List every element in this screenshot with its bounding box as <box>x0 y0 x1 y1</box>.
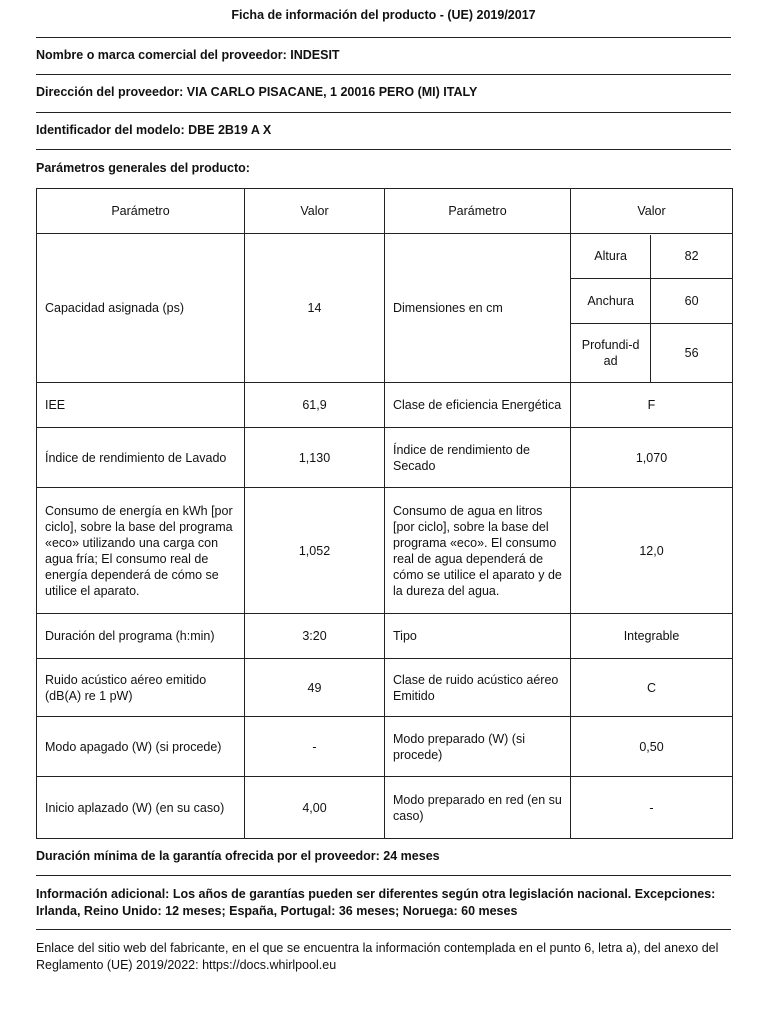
param-value: - <box>571 777 733 839</box>
additional-info: Información adicional: Los años de garantías pueden ser diferentes según otra legislación nacional. Excepciones: Irlanda, Reino Unido: 12 meses; España, Portugal: 36 meses; Noruega: 60 meses <box>36 887 716 918</box>
dimensions-table <box>571 235 732 382</box>
table-row <box>37 488 733 614</box>
table-row <box>571 235 732 279</box>
width-value: 60 <box>651 279 732 324</box>
param-label: Modo preparado en red (en su caso) <box>385 777 571 839</box>
depth-value: 56 <box>651 324 732 382</box>
header-value: Valor <box>245 189 385 234</box>
param-value: 1,052 <box>245 488 385 614</box>
param-value: 12,0 <box>571 488 733 614</box>
parameters-table <box>36 188 733 839</box>
param-label: Tipo <box>385 614 571 659</box>
param-label: Modo preparado (W) (si procede) <box>385 717 571 777</box>
height-label: Altura <box>571 235 651 279</box>
document-title: Ficha de información del producto - (UE) 2019/2017 <box>231 8 536 22</box>
dimensions-label: Dimensiones en cm <box>385 234 571 383</box>
param-label: Ruido acústico aéreo emitido (dB(A) re 1 pW) <box>37 659 245 717</box>
param-value: F <box>571 383 733 428</box>
table-row <box>37 659 733 717</box>
table-row <box>37 717 733 777</box>
param-value: Integrable <box>571 614 733 659</box>
table-row <box>37 614 733 659</box>
param-value: 3:20 <box>245 614 385 659</box>
table-header-row <box>37 189 733 234</box>
param-label: Índice de rendimiento de Secado <box>385 428 571 488</box>
depth-label: Profundi-dad <box>571 324 651 382</box>
param-label: Clase de ruido acústico aéreo Emitido <box>385 659 571 717</box>
warranty-duration: Duración mínima de la garantía ofrecida por el proveedor: 24 meses <box>36 849 440 863</box>
param-value: 4,00 <box>245 777 385 839</box>
divider <box>36 74 731 75</box>
general-params-heading: Parámetros generales del producto: <box>36 161 250 175</box>
model-identifier: Identificador del modelo: DBE 2B19 A X <box>36 123 272 137</box>
divider <box>36 112 731 113</box>
capacity-label: Capacidad asignada (ps) <box>37 234 245 383</box>
supplier-name: Nombre o marca comercial del proveedor: INDESIT <box>36 48 340 62</box>
param-value: - <box>245 717 385 777</box>
divider <box>36 875 731 876</box>
param-label: Clase de eficiencia Energética <box>385 383 571 428</box>
param-label: Duración del programa (h:min) <box>37 614 245 659</box>
table-row <box>571 324 732 382</box>
supplier-address: Dirección del proveedor: VIA CARLO PISACANE, 1 20016 PERO (MI) ITALY <box>36 85 478 99</box>
divider <box>36 149 731 150</box>
param-label: Modo apagado (W) (si procede) <box>37 717 245 777</box>
param-label: Índice de rendimiento de Lavado <box>37 428 245 488</box>
param-value: 1,070 <box>571 428 733 488</box>
divider <box>36 929 731 930</box>
capacity-value: 14 <box>245 234 385 383</box>
height-value: 82 <box>651 235 732 279</box>
table-row <box>37 777 733 839</box>
header-value: Valor <box>571 189 733 234</box>
param-label: Consumo de agua en litros [por ciclo], sobre la base del programa «eco». El consumo real de agua dependerá de cómo se utilice el aparato y de la dureza del agua. <box>385 488 571 614</box>
header-parameter: Parámetro <box>37 189 245 234</box>
param-value: C <box>571 659 733 717</box>
param-value: 49 <box>245 659 385 717</box>
table-row <box>571 279 732 324</box>
param-value: 61,9 <box>245 383 385 428</box>
dimensions-cell <box>571 234 733 383</box>
manufacturer-link-text: Enlace del sitio web del fabricante, en el que se encuentra la información contemplada en el punto 6, letra a), del anexo del Reglamento (UE) 2019/2022: https://docs.whirlpool.eu <box>36 941 719 972</box>
param-label: IEE <box>37 383 245 428</box>
param-value: 1,130 <box>245 428 385 488</box>
header-parameter: Parámetro <box>385 189 571 234</box>
divider <box>36 37 731 38</box>
table-row <box>37 234 733 383</box>
param-label: Inicio aplazado (W) (en su caso) <box>37 777 245 839</box>
param-value: 0,50 <box>571 717 733 777</box>
table-row <box>37 383 733 428</box>
param-label: Consumo de energía en kWh [por ciclo], sobre la base del programa «eco» utilizando una carga con agua fría; El consumo real de energía dependerá de cómo se utilice el aparato. <box>37 488 245 614</box>
table-row <box>37 428 733 488</box>
width-label: Anchura <box>571 279 651 324</box>
